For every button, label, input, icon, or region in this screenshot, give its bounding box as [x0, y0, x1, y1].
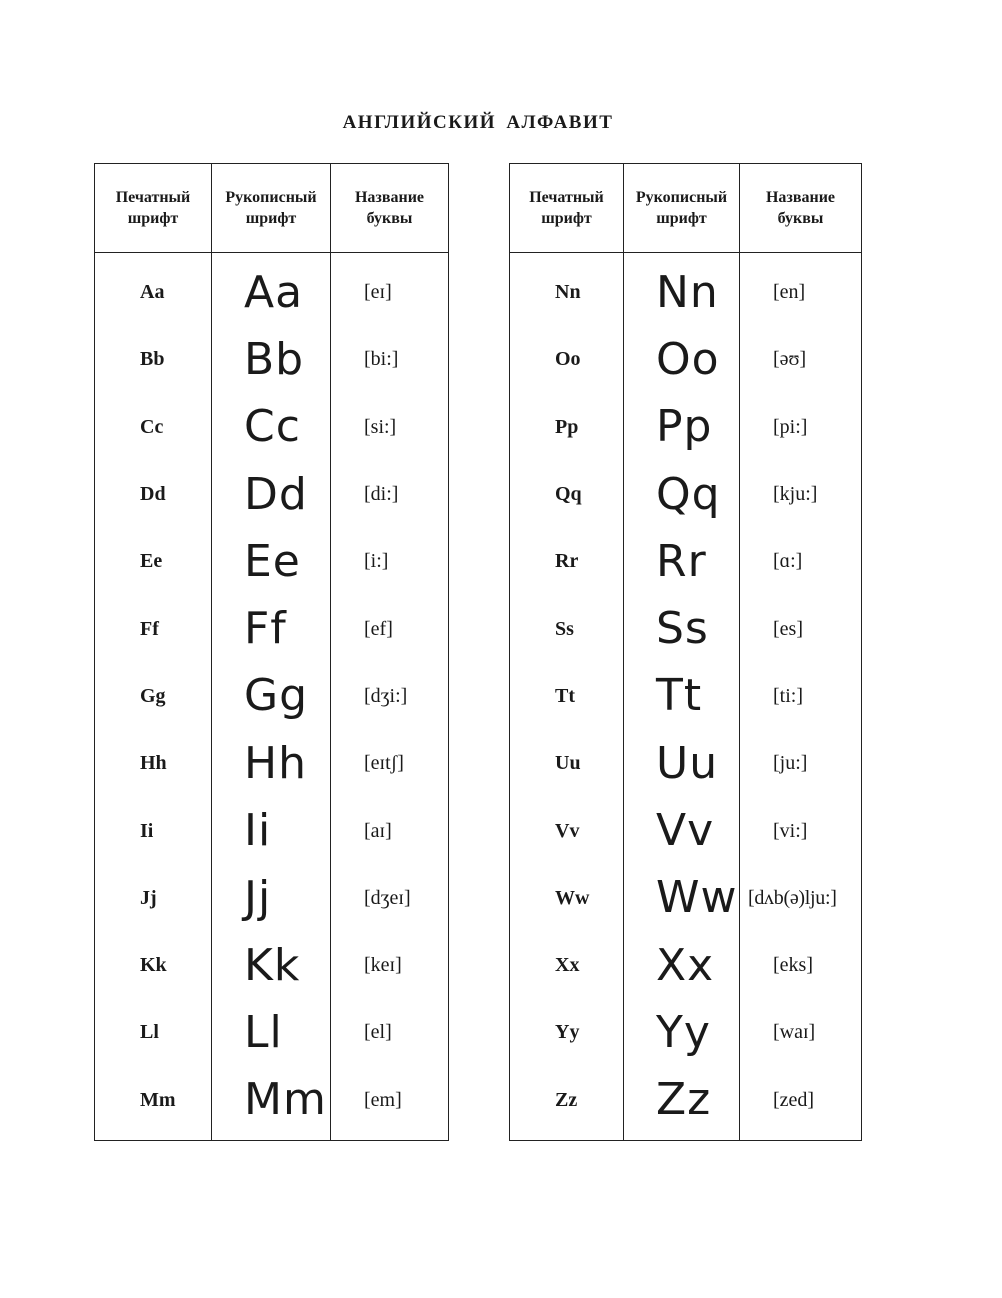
letter-name: [aɪ] [331, 797, 449, 864]
handwritten-letter: Ss [624, 595, 740, 662]
handwritten-letter: Tt [624, 663, 740, 730]
table-row [95, 663, 449, 730]
letter-name: [əʊ] [740, 326, 862, 393]
header-printed: Печатный шрифт [95, 164, 212, 253]
letter-name: [dʒi:] [331, 663, 449, 730]
printed-letter: Rr [510, 528, 624, 595]
handwritten-letter: Nn [624, 259, 740, 326]
printed-letter: Ff [95, 595, 212, 662]
header-handwritten: Рукописный шрифт [624, 164, 740, 253]
printed-letter: Aa [95, 259, 212, 326]
table-row [95, 394, 449, 461]
printed-letter: Gg [95, 663, 212, 730]
handwritten-letter: Dd [212, 461, 331, 528]
handwritten-letter: Vv [624, 797, 740, 864]
handwritten-letter: Gg [212, 663, 331, 730]
handwritten-letter: Uu [624, 730, 740, 797]
table-row [510, 663, 862, 730]
printed-letter: Zz [510, 1067, 624, 1134]
printed-letter: Ww [510, 865, 624, 932]
handwritten-letter: Hh [212, 730, 331, 797]
printed-letter: Cc [95, 394, 212, 461]
letter-name: [ti:] [740, 663, 862, 730]
header-name: Название буквы [740, 164, 862, 253]
letter-name: [ɑ:] [740, 528, 862, 595]
letter-name: [kju:] [740, 461, 862, 528]
handwritten-letter: Oo [624, 326, 740, 393]
alphabet-table-right [509, 163, 862, 1141]
letter-name: [dʌb(ə)lju:] [740, 865, 862, 932]
printed-letter: Jj [95, 865, 212, 932]
table-row [95, 461, 449, 528]
letter-name: [ef] [331, 595, 449, 662]
printed-letter: Ee [95, 528, 212, 595]
table-header-row [95, 164, 449, 253]
printed-letter: Ss [510, 595, 624, 662]
letter-name: [zed] [740, 1067, 862, 1134]
table-row [510, 865, 862, 932]
handwritten-letter: Rr [624, 528, 740, 595]
table-row [510, 595, 862, 662]
table-row [95, 797, 449, 864]
handwritten-letter: Yy [624, 999, 740, 1066]
handwritten-letter: Ll [212, 999, 331, 1066]
printed-letter: Vv [510, 797, 624, 864]
letter-name: [i:] [331, 528, 449, 595]
header-printed: Печатный шрифт [510, 164, 624, 253]
table-row [510, 259, 862, 326]
table-row [95, 865, 449, 932]
letter-name: [el] [331, 999, 449, 1066]
handwritten-letter: Jj [212, 865, 331, 932]
table-row [510, 730, 862, 797]
table-row [95, 259, 449, 326]
letter-name: [waɪ] [740, 999, 862, 1066]
printed-letter: Qq [510, 461, 624, 528]
table-row [95, 528, 449, 595]
letter-name: [bi:] [331, 326, 449, 393]
page-title: АНГЛИЙСКИЙ АЛФАВИТ [342, 112, 614, 133]
letter-name: [di:] [331, 461, 449, 528]
letter-name: [em] [331, 1067, 449, 1134]
letter-name: [en] [740, 259, 862, 326]
letter-name: [eɪ] [331, 259, 449, 326]
printed-letter: Dd [95, 461, 212, 528]
handwritten-letter: Ff [212, 595, 331, 662]
table-row [510, 797, 862, 864]
printed-letter: Kk [95, 932, 212, 999]
letter-name: [vi:] [740, 797, 862, 864]
handwritten-letter: Aa [212, 259, 331, 326]
table-header-row [510, 164, 862, 253]
letter-name: [eks] [740, 932, 862, 999]
handwritten-letter: Zz [624, 1067, 740, 1134]
printed-letter: Ll [95, 999, 212, 1066]
letter-name: [eɪtʃ] [331, 730, 449, 797]
printed-letter: Nn [510, 259, 624, 326]
handwritten-letter: Pp [624, 394, 740, 461]
letter-name: [si:] [331, 394, 449, 461]
letter-name: [keɪ] [331, 932, 449, 999]
table-row [510, 999, 862, 1066]
table-row [510, 1067, 862, 1134]
handwritten-letter: Mm [212, 1067, 331, 1134]
header-handwritten: Рукописный шрифт [212, 164, 331, 253]
table-row [510, 932, 862, 999]
letter-name: [ju:] [740, 730, 862, 797]
handwritten-letter: Kk [212, 932, 331, 999]
table-row [95, 999, 449, 1066]
table-row [510, 394, 862, 461]
table-row [95, 1067, 449, 1134]
table-row [510, 528, 862, 595]
letter-name: [pi:] [740, 394, 862, 461]
printed-letter: Xx [510, 932, 624, 999]
printed-letter: Tt [510, 663, 624, 730]
handwritten-letter: Ii [212, 797, 331, 864]
printed-letter: Hh [95, 730, 212, 797]
printed-letter: Pp [510, 394, 624, 461]
handwritten-letter: Cc [212, 394, 331, 461]
handwritten-letter: Xx [624, 932, 740, 999]
handwritten-letter: Ee [212, 528, 331, 595]
printed-letter: Yy [510, 999, 624, 1066]
letter-name: [dʒeɪ] [331, 865, 449, 932]
printed-letter: Oo [510, 326, 624, 393]
header-name: Название буквы [331, 164, 449, 253]
handwritten-letter: Ww [624, 865, 740, 932]
table-row [95, 595, 449, 662]
printed-letter: Bb [95, 326, 212, 393]
alphabet-table-left [94, 163, 449, 1141]
letter-name: [es] [740, 595, 862, 662]
handwritten-letter: Bb [212, 326, 331, 393]
table-row [95, 730, 449, 797]
handwritten-letter: Qq [624, 461, 740, 528]
printed-letter: Mm [95, 1067, 212, 1134]
table-row [95, 326, 449, 393]
table-row [510, 461, 862, 528]
printed-letter: Uu [510, 730, 624, 797]
table-row [95, 932, 449, 999]
printed-letter: Ii [95, 797, 212, 864]
table-row [510, 326, 862, 393]
